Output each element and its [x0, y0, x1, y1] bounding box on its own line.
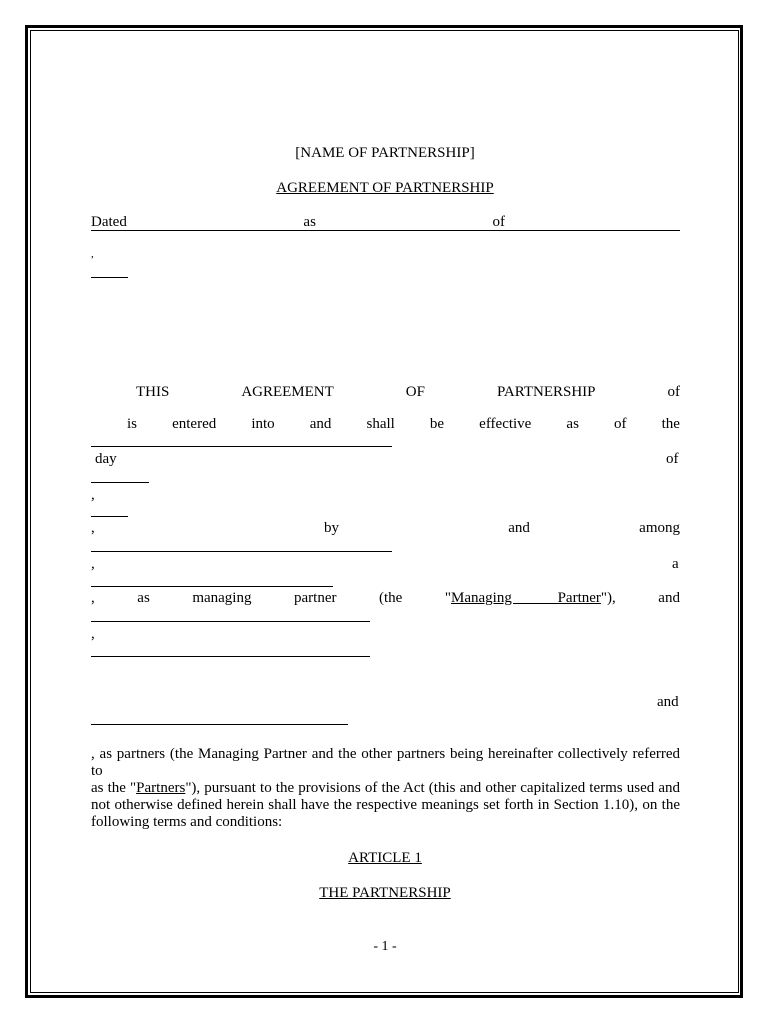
day-of-label: of: [666, 451, 679, 467]
page-number: - 1 -: [373, 939, 397, 954]
intro-row-1: [91, 384, 680, 401]
dated-label: Dated: [91, 214, 127, 230]
as-label: as: [303, 214, 316, 230]
party-blank-2: [91, 586, 333, 587]
agreement-title: AGREEMENT OF PARTNERSHIP: [276, 180, 494, 196]
page-border-inner: [30, 30, 739, 993]
intro-row-2: [91, 416, 680, 433]
body-line-1: , as partners (the Managing Partner and the other partners being hereinafter collectively referred to: [91, 746, 680, 779]
word-be: be: [429, 416, 445, 432]
body-line-3: not otherwise defined herein shall have the respective meanings set forth in Section 1.10), on the: [91, 797, 680, 813]
quote-close: "),: [600, 590, 616, 606]
body-line-2-end: "), pursuant to the provisions of the Act (this and other capitalized terms used and: [185, 780, 680, 796]
word-of-2: of: [667, 384, 680, 400]
word-partner: partner: [294, 590, 337, 606]
word-effective: effective: [479, 416, 532, 432]
managing-partner-defined-term: [445, 590, 616, 607]
year-blank: [91, 277, 128, 278]
word-managing: managing: [192, 590, 252, 606]
managing-partner-row: [91, 590, 680, 607]
of-label: of: [492, 214, 505, 230]
by-comma: ,: [91, 520, 95, 536]
body-line-4: following terms and conditions:: [91, 814, 283, 830]
dated-line: [91, 214, 680, 231]
article-number: ARTICLE 1: [348, 850, 422, 866]
word-is: is: [127, 416, 138, 432]
word-partnership: PARTNERSHIP: [496, 384, 596, 400]
party-blank-3: [91, 621, 370, 622]
managing-comma: ,: [91, 590, 95, 606]
word-a: a: [672, 556, 679, 572]
word-into: into: [251, 416, 275, 432]
party-blank-4: [91, 656, 370, 657]
word-and: and: [309, 416, 332, 432]
word-of-3: of: [614, 416, 627, 432]
article-title: THE PARTNERSHIP: [319, 885, 451, 901]
managing-partner-term: Managing Partner: [451, 590, 601, 606]
party-blank-1: [91, 551, 392, 552]
word-as-2: as: [137, 590, 150, 606]
word-and-2: and: [508, 520, 530, 536]
a-row-comma: ,: [91, 556, 95, 572]
partnership-name: [NAME OF PARTNERSHIP]: [295, 145, 475, 161]
year-comma: ,: [91, 248, 94, 260]
day-label: day: [95, 451, 117, 467]
word-this: THIS: [136, 384, 170, 400]
quote-open: ": [444, 590, 451, 606]
word-shall: shall: [366, 416, 395, 432]
body-paragraph: [91, 746, 680, 831]
word-as: as: [566, 416, 579, 432]
body-line-2-start: as the ": [91, 780, 137, 796]
word-the: the: [661, 416, 680, 432]
word-entered: entered: [172, 416, 217, 432]
word-among: among: [639, 520, 680, 536]
word-agreement: AGREEMENT: [241, 384, 334, 400]
day-blank: [91, 482, 149, 483]
word-the-paren: (the: [379, 590, 403, 606]
partnership-name-blank: [91, 446, 392, 447]
month-comma: ,: [91, 487, 95, 503]
word-by: by: [324, 520, 339, 536]
body-line-2: [91, 780, 680, 797]
party-blank-5: [91, 724, 348, 725]
word-of: OF: [405, 384, 425, 400]
dated-line-underline: [91, 230, 680, 231]
word-and-3: and: [658, 590, 680, 606]
partners-term: Partners: [136, 780, 186, 796]
by-and-among-row: [91, 520, 680, 537]
party-comma: ,: [91, 626, 95, 642]
year-blank-2: [91, 516, 128, 517]
word-and-4: and: [657, 694, 679, 710]
